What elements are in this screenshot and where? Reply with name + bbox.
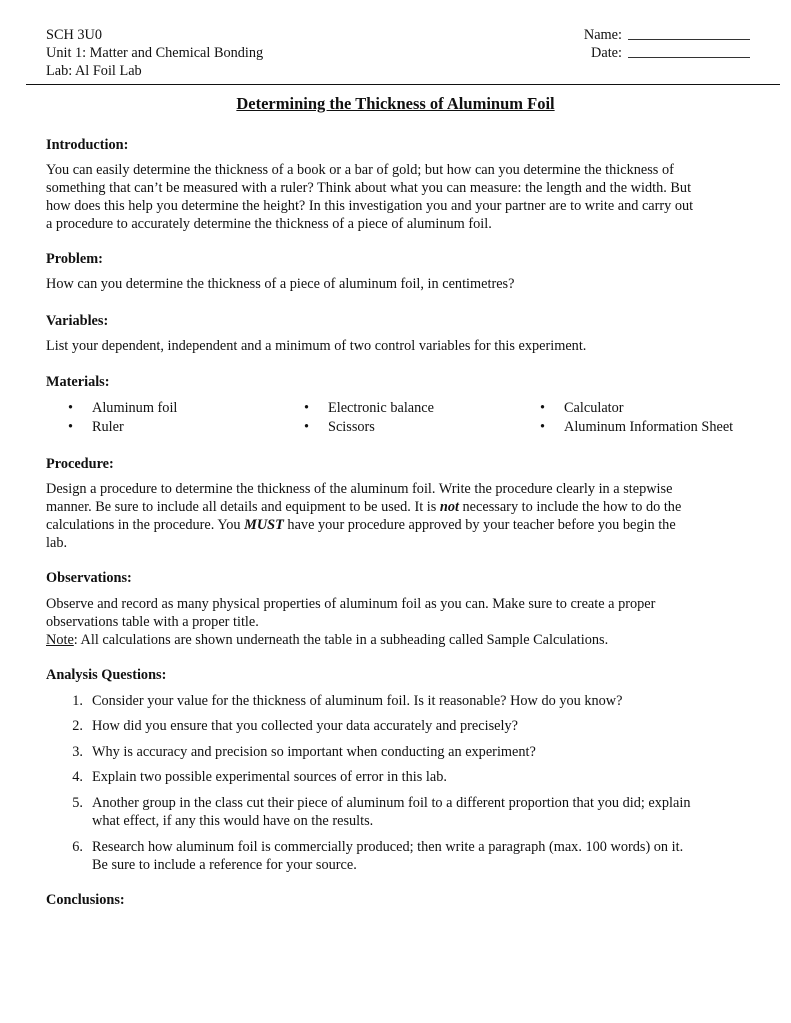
date-blank-line: [628, 44, 750, 58]
material-item: [518, 418, 733, 436]
material-label: Aluminum foil: [92, 400, 178, 416]
material-label: Aluminum Information Sheet: [564, 419, 734, 435]
note-text: : All calculations are shown underneath the table in a subheading called Sample Calculations.: [73, 632, 609, 648]
materials-heading: Materials:: [46, 374, 110, 390]
variables-line: List your dependent, independent and a minimum of two control variables for this experiment.: [46, 338, 587, 354]
observations-line: Observe and record as many physical properties of aluminum foil as you can. Make sure to create a proper: [46, 596, 656, 612]
bullet-icon: [282, 418, 328, 436]
procedure-heading: Procedure:: [46, 456, 114, 472]
bullet-icon: [518, 399, 564, 417]
procedure-text: necessary to include the how to do the: [458, 499, 682, 515]
procedure-text: calculations in the procedure. You: [46, 517, 245, 533]
question-number: 6.: [72, 839, 83, 855]
header-course-info: [46, 26, 263, 80]
observations-line: observations table with a proper title.: [46, 614, 259, 630]
unit-title: Unit 1: Matter and Chemical Bonding: [46, 45, 264, 61]
observations-heading: Observations:: [46, 570, 132, 586]
question-number: 4.: [72, 769, 83, 785]
question-text: Be sure to include a reference for your source.: [92, 857, 357, 873]
lab-title: Lab: Al Foil Lab: [46, 63, 142, 79]
observations-note: [46, 631, 756, 649]
introduction-line: You can easily determine the thickness of a book or a bar of gold; but how can you determine the thickness of: [46, 162, 674, 178]
bullet-icon: [518, 418, 564, 436]
question-text: Another group in the class cut their piece of aluminum foil to a different proportion that you did; explain: [92, 795, 691, 811]
procedure-line: Design a procedure to determine the thickness of the aluminum foil. Write the procedure clearly in a stepwise: [46, 481, 673, 497]
material-label: Electronic balance: [328, 400, 434, 416]
introduction-heading: Introduction:: [46, 137, 129, 153]
material-item: [46, 399, 177, 417]
procedure-line: lab.: [46, 535, 68, 551]
page-title: Determining the Thickness of Aluminum Foil: [236, 94, 555, 113]
question-number: 2.: [72, 718, 83, 734]
question-number: 1.: [72, 693, 83, 709]
bullet-icon: [46, 399, 92, 417]
header-student-fields: [560, 26, 750, 62]
analysis-heading: Analysis Questions:: [46, 667, 167, 683]
material-item: [46, 418, 124, 436]
question-text: Research how aluminum foil is commercially produced; then write a paragraph (max. 100 words) on it.: [92, 839, 684, 855]
note-label: Note: [46, 632, 74, 648]
conclusions-heading: Conclusions:: [46, 892, 125, 908]
procedure-line: [46, 498, 756, 516]
question-text: Explain two possible experimental sources of error in this lab.: [92, 769, 447, 785]
material-item: [282, 399, 434, 417]
name-label: Name:: [583, 27, 622, 43]
procedure-paragraph: [46, 480, 756, 552]
problem-line: How can you determine the thickness of a piece of aluminum foil, in centimetres?: [46, 276, 515, 292]
procedure-line: [46, 516, 756, 534]
question-text: How did you ensure that you collected your data accurately and precisely?: [92, 718, 518, 734]
introduction-line: how does this help you determine the height? In this investigation you and your partner are to write and carry out: [46, 198, 694, 214]
procedure-emphasis-must: MUST: [244, 517, 284, 533]
question-text: Consider your value for the thickness of aluminum foil. Is it reasonable? How do you know?: [92, 693, 623, 709]
question-number: 5.: [72, 795, 83, 811]
bullet-icon: [282, 399, 328, 417]
material-item: [518, 399, 624, 417]
procedure-emphasis-not: not: [439, 499, 459, 515]
introduction-line: a procedure to accurately determine the thickness of a piece of aluminum foil.: [46, 216, 492, 232]
introduction-line: something that can’t be measured with a ruler? Think about what you can measure: the length and the width. But: [46, 180, 692, 196]
introduction-paragraph: [46, 161, 756, 233]
problem-text: [46, 275, 756, 293]
material-label: Ruler: [92, 419, 124, 435]
bullet-icon: [46, 418, 92, 436]
observations-paragraph: [46, 595, 756, 649]
question-text: what effect, if any this would have on the results.: [92, 813, 374, 829]
material-label: Calculator: [564, 400, 624, 416]
question-text: Why is accuracy and precision so important when conducting an experiment?: [92, 744, 536, 760]
procedure-text: have your procedure approved by your teacher before you begin the: [283, 517, 676, 533]
procedure-text: manner. Be sure to include all details and equipment to be used. It is: [46, 499, 440, 515]
header-divider: [26, 84, 780, 85]
material-item: [282, 418, 375, 436]
date-label: Date:: [591, 45, 622, 61]
name-blank-line: [628, 26, 750, 40]
material-label: Scissors: [328, 419, 375, 435]
problem-heading: Problem:: [46, 251, 103, 267]
variables-heading: Variables:: [46, 313, 109, 329]
course-code: SCH 3U0: [46, 27, 103, 43]
question-number: 3.: [72, 744, 83, 760]
variables-text: [46, 337, 756, 355]
